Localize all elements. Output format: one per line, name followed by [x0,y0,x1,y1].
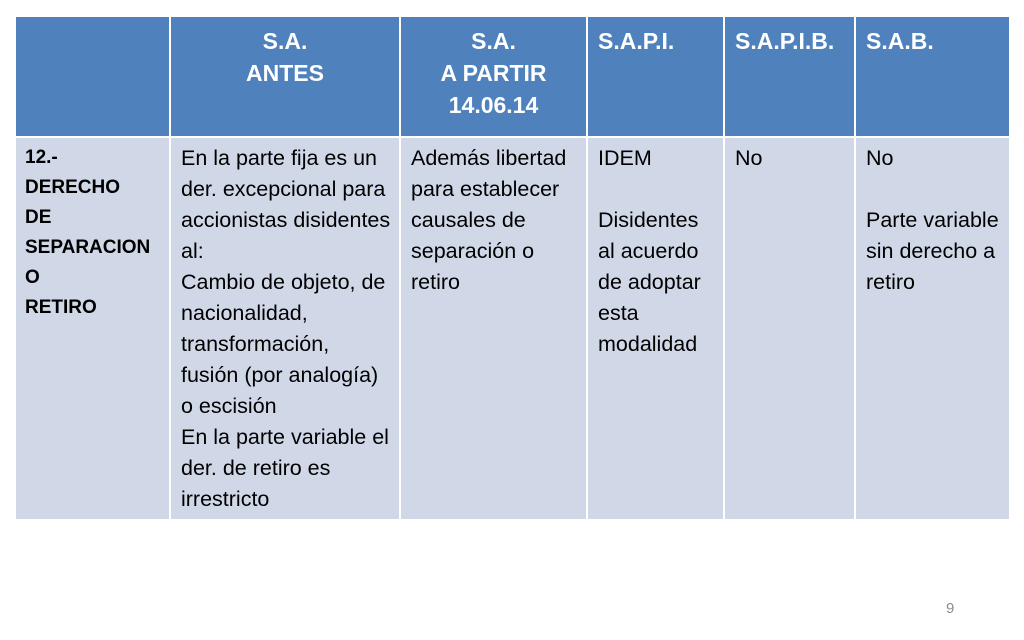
cell-sa-a-partir: Además libertad para establecer causales de separación o retiro [400,137,587,520]
header-sa-a-partir: S.A. A PARTIR 14.06.14 [400,16,587,137]
header-row [15,16,1010,137]
table-row [15,137,1010,520]
comparison-table [14,15,1011,521]
page-number: 9 [946,600,955,617]
header-sa-antes: S.A. ANTES [170,16,400,137]
cell-sa-antes: En la parte fija es un der. excepcional para accionistas disidentes al: Cambio de objeto, de nacionalidad, transformación, fusión (por analogía) o escisión En la parte variable el der. de retiro es irrestricto [170,137,400,520]
row-label-derecho-separacion: 12.- DERECHO DE SEPARACION O RETIRO [15,137,170,520]
header-sapi: S.A.P.I. [587,16,724,137]
header-sapib: S.A.P.I.B. [724,16,855,137]
cell-sapib: No [724,137,855,520]
cell-sab: No Parte variable sin derecho a retiro [855,137,1010,520]
cell-sapi: IDEM Disidentes al acuerdo de adoptar esta modalidad [587,137,724,520]
header-sab: S.A.B. [855,16,1010,137]
header-empty-cell [15,16,170,137]
